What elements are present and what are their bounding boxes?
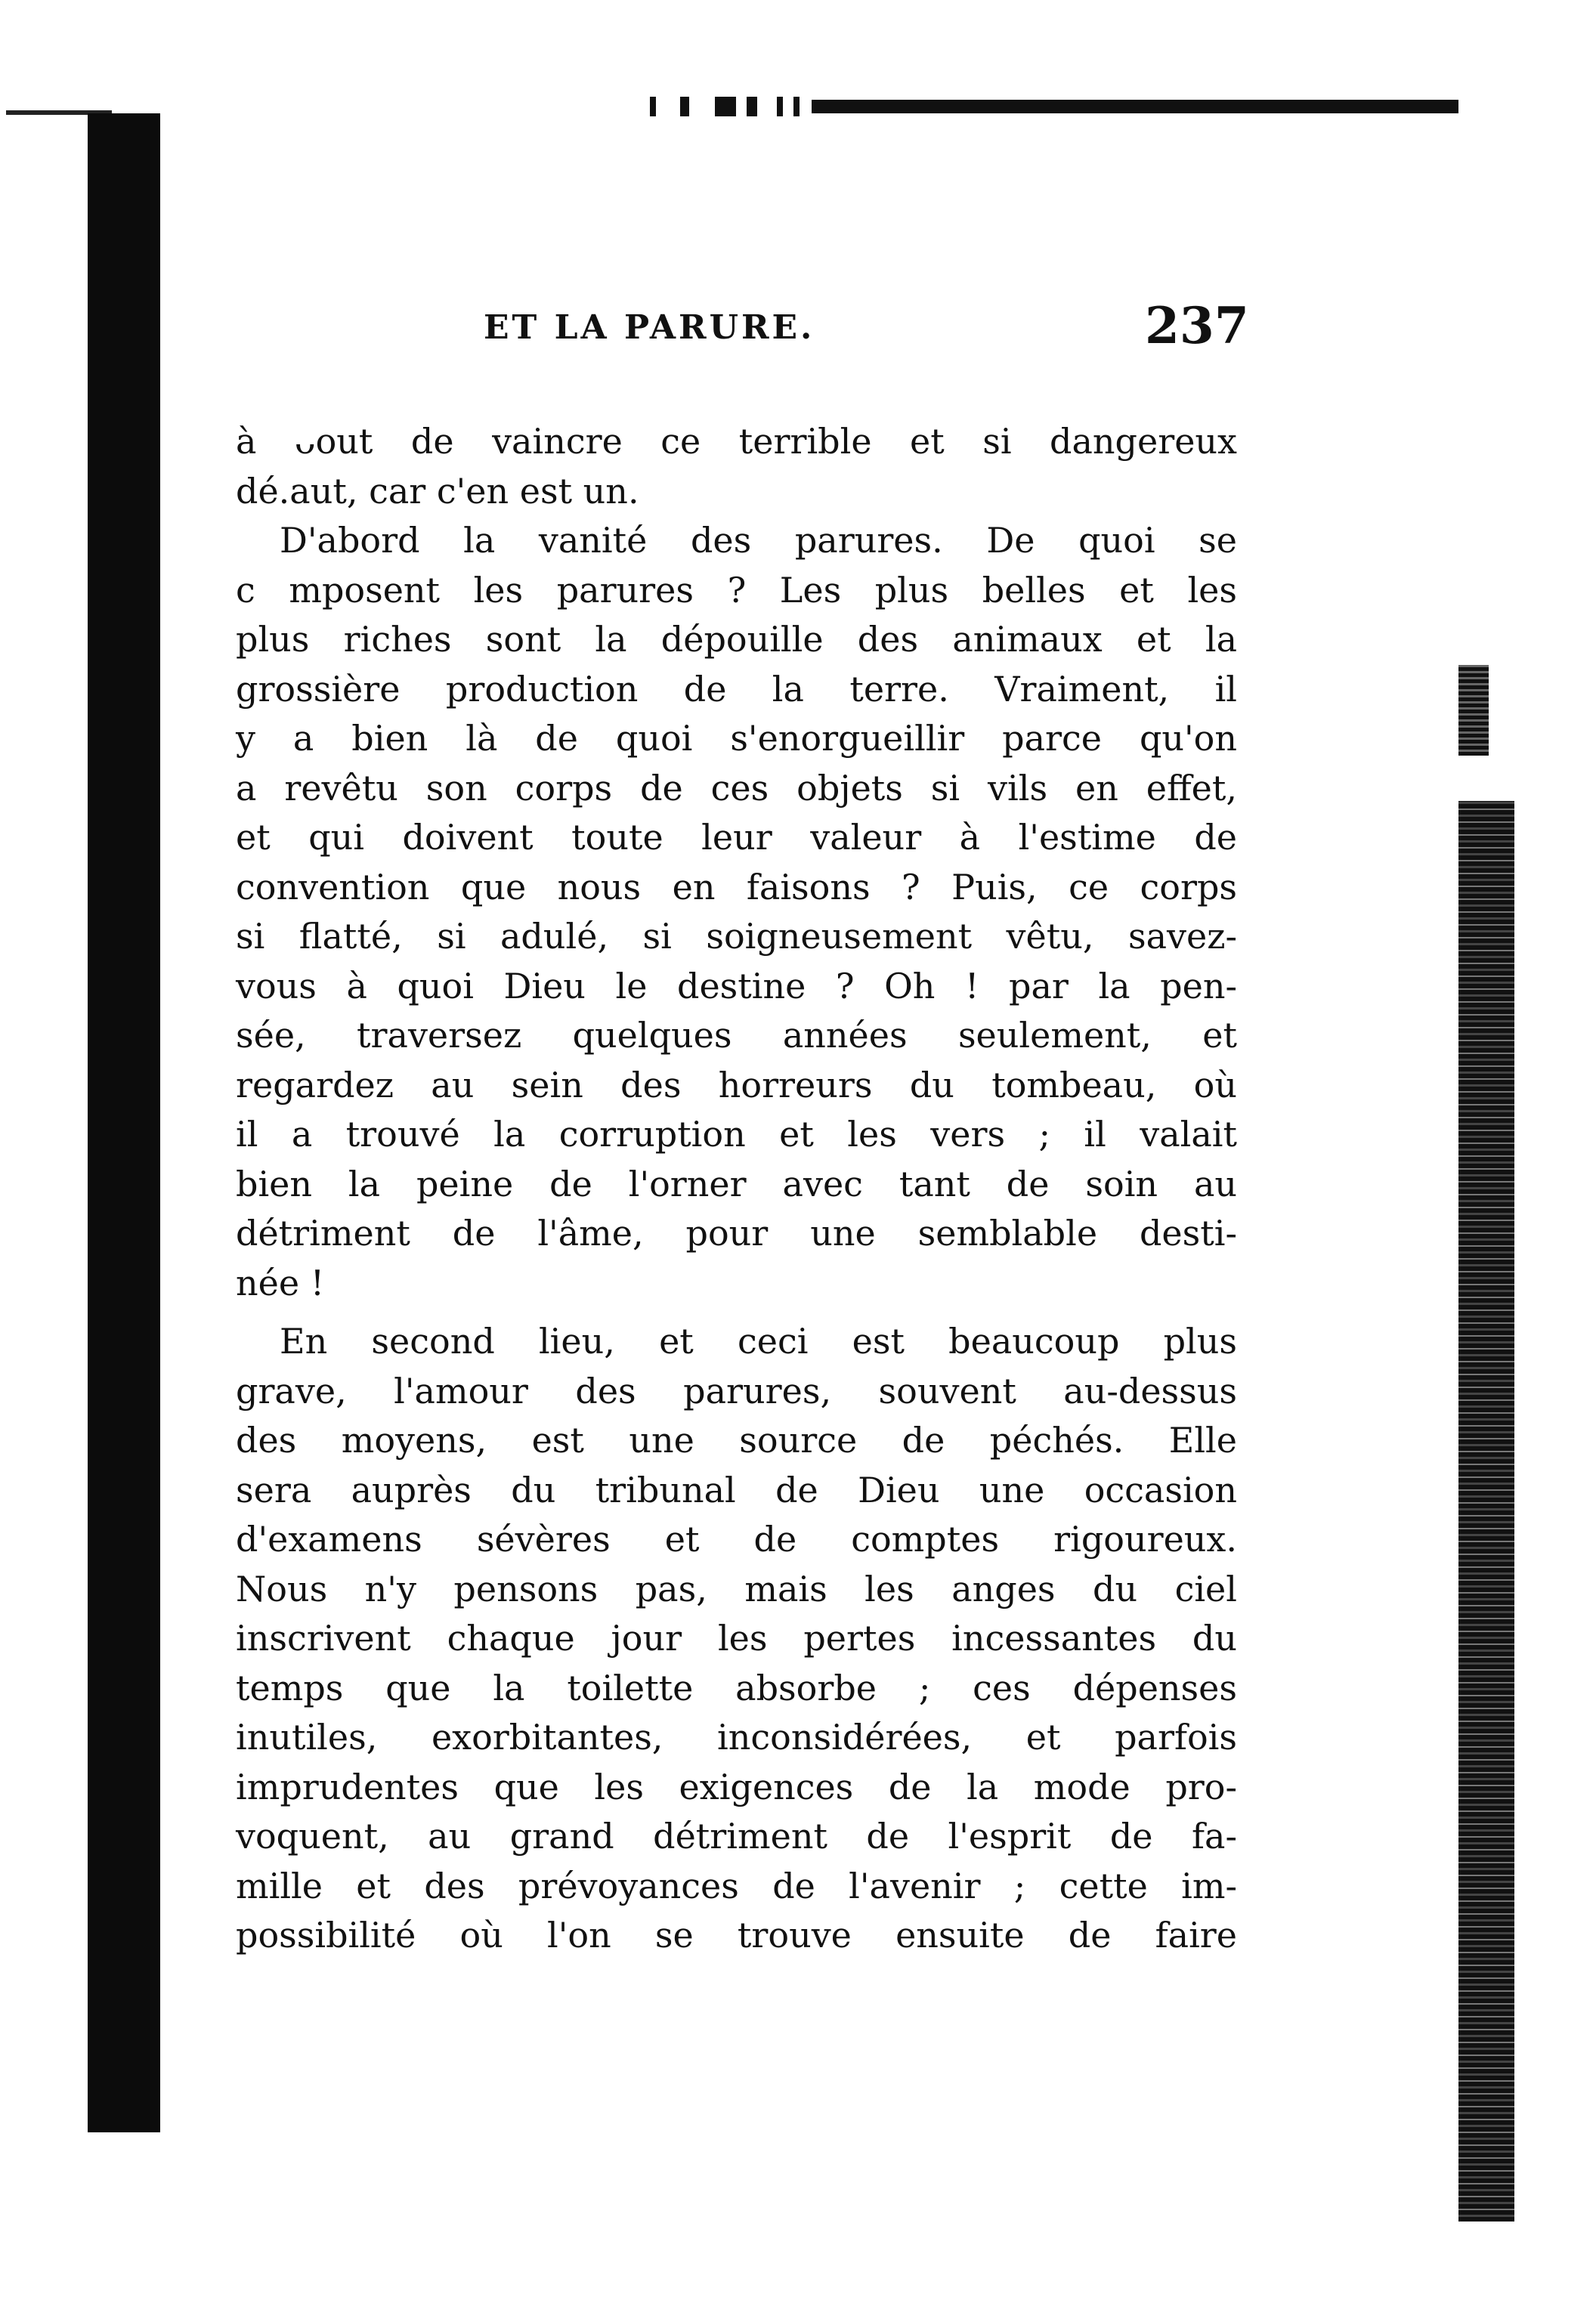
page-body	[236, 417, 1237, 1961]
text-line: grossière production de la terre. Vraiment, il	[236, 668, 1237, 710]
text-line: d'examens sévères et de comptes rigoureux.	[236, 1519, 1237, 1560]
scan-right-edge	[1458, 801, 1514, 2222]
paragraph-spacer	[236, 1308, 1237, 1317]
text-line: à ᴗout de vaincre ce terrible et si dangereux	[236, 421, 1237, 462]
scan-top-edge	[650, 97, 1458, 116]
text-line: temps que la toilette absorbe ; ces dépenses	[236, 1667, 1237, 1708]
text-line: dé.aut, car c'en est un.	[236, 470, 639, 512]
text-line: sée, traversez quelques années seulement, et	[236, 1015, 1237, 1056]
paragraph	[236, 417, 1237, 516]
text-line: regardez au sein des horreurs du tombeau, où	[236, 1064, 1237, 1105]
text-line: détriment de l'âme, pour une semblable desti-	[236, 1213, 1237, 1254]
text-line: y a bien là de quoi s'enorgueillir parce qu'on	[236, 718, 1237, 759]
text-line: inutiles, exorbitantes, inconsidérées, et parfois	[236, 1717, 1237, 1758]
text-line: a revêtu son corps de ces objets si vils en effet,	[236, 767, 1237, 809]
page-number: 237	[1145, 296, 1249, 355]
text-line: mille et des prévoyances de l'avenir ; cette im-	[236, 1865, 1237, 1906]
running-title: ET LA PARURE.	[484, 308, 815, 347]
text-line: voquent, au grand détriment de l'esprit de fa-	[236, 1816, 1237, 1857]
text-line: Nous n'y pensons pas, mais les anges du ciel	[236, 1568, 1237, 1609]
paragraph	[236, 1317, 1237, 1961]
scan-right-edge-upper	[1458, 665, 1489, 756]
text-line: et qui doivent toute leur valeur à l'estime de	[236, 817, 1237, 858]
text-line: vous à quoi Dieu le destine ? Oh ! par la pen-	[236, 965, 1237, 1006]
text-line: grave, l'amour des parures, souvent au-dessus	[236, 1370, 1237, 1411]
text-line: sera auprès du tribunal de Dieu une occasion	[236, 1469, 1237, 1510]
text-line: imprudentes que les exigences de la mode pro-	[236, 1766, 1237, 1807]
scan-binding-shadow	[88, 113, 160, 2132]
text-line: des moyens, est une source de péchés. Elle	[236, 1420, 1237, 1461]
text-line: c mposent les parures ? Les plus belles et les	[236, 569, 1237, 611]
text-line: convention que nous en faisons ? Puis, ce corps	[236, 866, 1237, 907]
paragraph	[236, 516, 1237, 1308]
text-line: née !	[236, 1262, 325, 1303]
text-line: inscrivent chaque jour les pertes incessantes du	[236, 1618, 1237, 1659]
text-line: D'abord la vanité des parures. De quoi se	[280, 520, 1237, 561]
text-line: plus riches sont la dépouille des animaux et la	[236, 619, 1237, 660]
text-line: bien la peine de l'orner avec tant de soin au	[236, 1163, 1237, 1204]
text-line: si flatté, si adulé, si soigneusement vêtu, savez-	[236, 916, 1237, 957]
text-line: En second lieu, et ceci est beaucoup plus	[280, 1321, 1237, 1362]
text-line: possibilité où l'on se trouve ensuite de faire	[236, 1915, 1237, 1956]
text-line: il a trouvé la corruption et les vers ; il valait	[236, 1114, 1237, 1155]
